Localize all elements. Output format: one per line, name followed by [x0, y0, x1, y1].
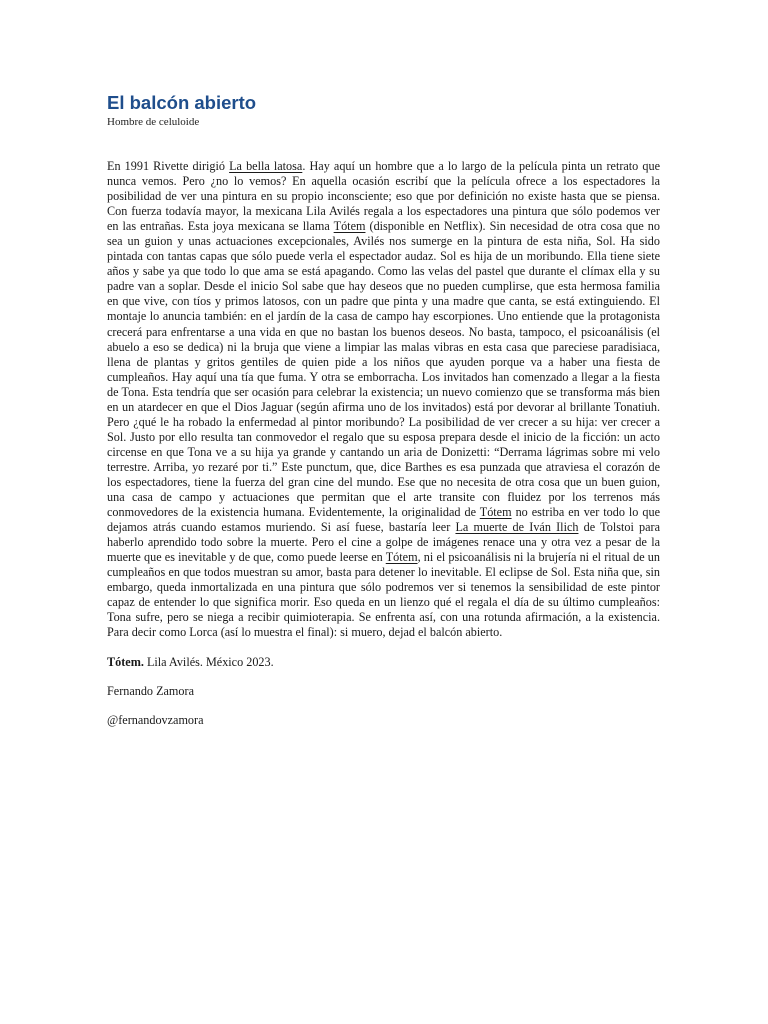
article-body: [107, 159, 660, 641]
film-link-totem[interactable]: Tótem: [479, 505, 512, 520]
article-page: [107, 92, 660, 728]
body-segment: , ni el psicoanálisis ni la brujería ni el ritual de un cumpleaños en que todos muestran su amor, basta para detener lo inevitable. El eclipse de Sol. Esta niña que, sin embargo, queda inmortalizada en una pintura que sólo podremos ver si tenemos la sensibilidad de este pintor capaz de entender lo que significa morir. Eso queda en un lienzo qué el regala el día de su último cumpleaños: Tona sufre, pero se niega a recibir quimioterapia. Se enfrenta así, con una rotunda afirmación, a la existencia. Para decir como Lorca (así lo muestra el final): si muero, dejad el balcón abierto.: [107, 550, 660, 640]
book-link-la-muerte-de-ivan-ilich[interactable]: La muerte de Iván Ilich: [455, 520, 579, 535]
body-segment: no estriba en ver todo lo que dejamos atrás cuando estamos muriendo. Si así fuese, bastaría leer: [107, 505, 660, 535]
body-segment: . Hay aquí un hombre que a lo largo de la película pinta un retrato que nunca vemos. Pero ¿no lo vemos? En aquella ocasión escribí que la película ofrece a los espectadores la posibilidad de ver una pintura en su propio inconsciente; eso que por definición no existe hasta que se piensa. Con fuerza todavía mayor, la mexicana Lila Avilés regala a los espectadores una pintura que sólo podemos ver en las entrañas. Esta joya mexicana se llama: [107, 159, 660, 234]
film-credit-detail: Lila Avilés. México 2023.: [143, 654, 274, 669]
article-subtitle: Hombre de celuloide: [107, 116, 200, 128]
author-handle: @fernandovzamora: [107, 712, 204, 727]
film-credits: [107, 655, 660, 670]
film-title: Tótem.: [107, 654, 144, 669]
author-name: Fernando Zamora: [107, 683, 194, 698]
body-segment: de Tolstoi para haberlo aprendido todo sobre la muerte. Pero el cine a golpe de imágenes renace una y otra vez a pesar de la muerte que es inevitable y de que, como puede leerse en: [107, 520, 661, 565]
film-link-totem[interactable]: Tótem: [385, 550, 418, 565]
body-segment: (disponible en Netflix). Sin necesidad de otra cosa que no sea un guion y unas actuaciones excepcionales, Avilés nos sumerge en la pintura de esta niña, Sol. Ha sido pintada con tantas capas que sólo puede verla el espectador audaz. Sol es hija de un moribundo. Ella tiene siete años y sabe ya que todo lo que ama se está apagando. Como las velas del pastel que durante el clímax ella y su padre van a soplar. Desde el inicio Sol sabe que hay deseos que no pueden cumplirse, que esta hermosa familia en que vive, con tíos y primos latosos, con un padre que pinta y una madre que canta, se está extinguiendo. El montaje lo anuncia también: en el jardín de la casa de campo hay escorpiones. Uno entiende que la protagonista crecerá para enfrentarse a una vida en que no bastan los buenos deseos. No basta, tampoco, el psicoanálisis (el abuelo a eso se dedica) ni la bruja que viene a limpiar las malas vibras en esta casa que pareciese paradisiaca, llena de plantas y gritos gentiles de quien pide a los niños que ayuden porque va a haber una fiesta de cumpleaños. Hay aquí una tía que fuma. Y otra se emborracha. Los invitados han comenzado a llegar a la fiesta de Tona. Esta tendría que ser ocasión para celebrar la existencia; un nuevo comienzo que se transforma más bien en un atardecer en que el Dios Jaguar (según afirma uno de los invitados) está por devorar al brillante Tonatiuh. Pero ¿qué le ha robado la enfermedad al pintor moribundo? La posibilidad de ver crecer a su hija: ver crecer a Sol. Justo por ello resulta tan conmovedor el regalo que su esposa prepara desde el inicio de la ficción: un acto circense en que Tona ve a su hija ya grande y cantando un aria de Donizetti: “Derrama lágrimas sobre mi velo terrestre. Arriba, yo rezaré por ti.” Este punctum, que, dice Barthes es esa punzada que atraviesa el corazón de los espectadores, tiene la fuerza del gran cine del mundo. Ese que no necesita de otra cosa que un buen guion, una casa de campo y actuaciones que permitan que el arte transite con fluidez por los terrenos más conmovedores de la existencia humana. Evidentemente, la originalidad de: [107, 219, 660, 520]
film-link-la-bella-latosa[interactable]: La bella latosa: [229, 159, 303, 173]
article-title: El balcón abierto: [107, 92, 257, 113]
film-link-totem[interactable]: Tótem: [333, 219, 366, 234]
body-segment: En 1991 Rivette dirigió: [107, 159, 230, 173]
